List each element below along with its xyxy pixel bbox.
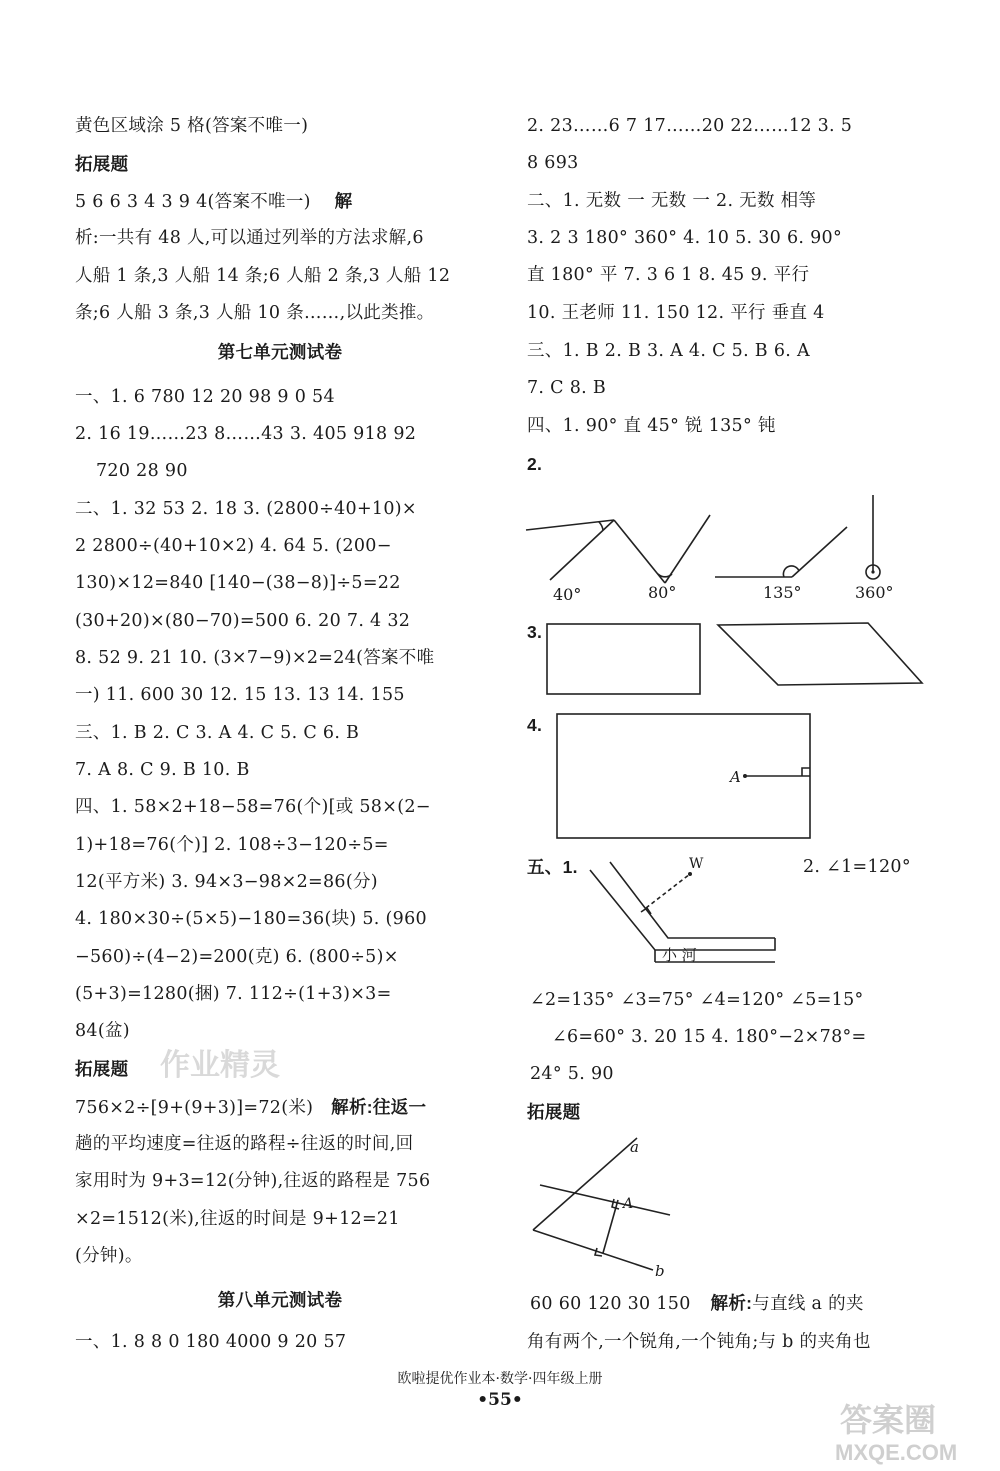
- text-line: 8. 52 9. 21 10. (3×7−9)×2=24(答案不唯: [75, 648, 435, 668]
- text-line: 10. 王老师 11. 150 12. 平行 垂直 4: [527, 303, 825, 323]
- text-line: 一、1. 8 8 0 180 4000 9 20 57: [75, 1332, 347, 1352]
- watermark: 作业精灵: [160, 1049, 280, 1082]
- text-line: 二、1. 无数 一 无数 一 2. 无数 相等: [527, 191, 817, 211]
- book-footer: 欧啦提优作业本·数学·四年级上册: [397, 1371, 603, 1387]
- angles-figure: [520, 490, 920, 610]
- text-line: 一、1. 6 780 12 20 98 9 0 54: [75, 387, 335, 407]
- angle-label: 80°: [648, 583, 677, 602]
- question-number: 2.: [527, 454, 543, 474]
- text-line: 1)+18=76(个)] 2. 108÷3−120÷5=: [75, 835, 389, 855]
- text-line: 130)×12=840 [140−(38−8)]÷5=22: [75, 573, 401, 593]
- text-line: −560)÷(4−2)=200(克) 6. (800÷5)×: [75, 947, 399, 967]
- text-line: 8 693: [527, 153, 579, 173]
- page-number: •55•: [477, 1390, 523, 1410]
- text-line: 7. A 8. C 9. B 10. B: [75, 760, 250, 780]
- text-line: 60 60 120 30 150 解析:与直线 a 的夹: [530, 1293, 864, 1314]
- text-line: 趟的平均速度=往返的路程÷往返的时间,回: [75, 1134, 414, 1154]
- text-line: 四、1. 90° 直 45° 锐 135° 钝: [527, 416, 776, 436]
- text-line: 2. 23……6 7 17……20 22……12 3. 5: [527, 116, 853, 136]
- unit-8-title: 第八单元测试卷: [217, 1290, 343, 1310]
- lines-figure: [525, 1130, 685, 1280]
- text-line: 五、1.: [527, 857, 578, 877]
- watermark: 答案圈: [840, 1402, 937, 1438]
- angle-label: 135°: [763, 583, 802, 602]
- river-label: 小 河: [662, 946, 697, 964]
- text-line: ∠6=60° 3. 20 15 4. 180°−2×78°=: [552, 1027, 867, 1047]
- text-line: 一) 11. 600 30 12. 15 13. 13 14. 155: [75, 685, 405, 705]
- text-line: 720 28 90: [96, 461, 188, 481]
- text-line: 3. 2 3 180° 360° 4. 10 5. 30 6. 90°: [527, 228, 843, 248]
- text-line: 756×2÷[9+(9+3)]=72(米) 解析:往返一: [75, 1097, 427, 1118]
- text-line: 析:一共有 48 人,可以通过列举的方法求解,6: [75, 228, 424, 248]
- rectangle-point-figure: [540, 705, 820, 845]
- text-line: ∠2=135° ∠3=75° ∠4=120° ∠5=15°: [530, 990, 864, 1010]
- point-label: A: [730, 768, 741, 786]
- unit-7-title: 第七单元测试卷: [217, 342, 343, 362]
- text-line: ×2=1512(米),往返的时间是 9+12=21: [75, 1209, 400, 1229]
- text-line: 12(平方米) 3. 94×3−98×2=86(分): [75, 872, 378, 892]
- text-line: 5 6 6 3 4 3 9 4(答案不唯一) 解: [75, 191, 353, 212]
- text-line: (分钟)。: [75, 1246, 143, 1266]
- shapes-figure: [540, 615, 940, 700]
- text-line: 7. C 8. B: [527, 378, 607, 398]
- text-line: 角有两个,一个锐角,一个钝角;与 b 的夹角也: [527, 1332, 871, 1352]
- text-line: 直 180° 平 7. 3 6 1 8. 45 9. 平行: [527, 265, 810, 285]
- text-line: 2. ∠1=120°: [803, 857, 911, 877]
- river-figure: [580, 850, 800, 980]
- text-line: (5+3)=1280(捆) 7. 112÷(1+3)×3=: [75, 984, 392, 1004]
- line-label: b: [655, 1262, 665, 1280]
- text-line: 24° 5. 90: [530, 1064, 614, 1084]
- question-number: 4.: [527, 715, 543, 735]
- text-line: 4. 180×30÷(5×5)−180=36(块) 5. (960: [75, 909, 427, 929]
- line-label: a: [630, 1138, 639, 1156]
- watermark: MXQE.COM: [835, 1440, 958, 1465]
- angle-label: 40°: [553, 585, 582, 604]
- text-line: 二、1. 32 53 2. 18 3. (2800÷40+10)×: [75, 499, 417, 519]
- question-number: 3.: [527, 622, 543, 642]
- text-line: 四、1. 58×2+18−58=76(个)[或 58×(2−: [75, 797, 431, 817]
- text-line: 三、1. B 2. B 3. A 4. C 5. B 6. A: [527, 341, 810, 361]
- text-line: 人船 1 条,3 人船 14 条;6 人船 2 条,3 人船 12: [75, 266, 451, 286]
- text-line: 家用时为 9+3=12(分钟),往返的路程是 756: [75, 1171, 431, 1191]
- section-heading: 拓展题: [75, 154, 129, 174]
- text-line: 黄色区域涂 5 格(答案不唯一): [75, 116, 309, 136]
- point-label: W: [689, 856, 704, 872]
- text-line: 三、1. B 2. C 3. A 4. C 5. C 6. B: [75, 723, 360, 743]
- text-line: (30+20)×(80−70)=500 6. 20 7. 4 32: [75, 611, 411, 631]
- text-line: 2 2800÷(40+10×2) 4. 64 5. (200−: [75, 536, 392, 556]
- section-heading: 拓展题: [527, 1102, 581, 1122]
- text-line: 条;6 人船 3 条,3 人船 10 条……,以此类推。: [75, 303, 435, 323]
- angle-label: 360°: [855, 583, 894, 602]
- text-line: 2. 16 19……23 8……43 3. 405 918 92: [75, 424, 417, 444]
- section-heading: 拓展题: [75, 1059, 129, 1079]
- text-line: 84(盆): [75, 1021, 130, 1041]
- point-label: A: [623, 1196, 634, 1212]
